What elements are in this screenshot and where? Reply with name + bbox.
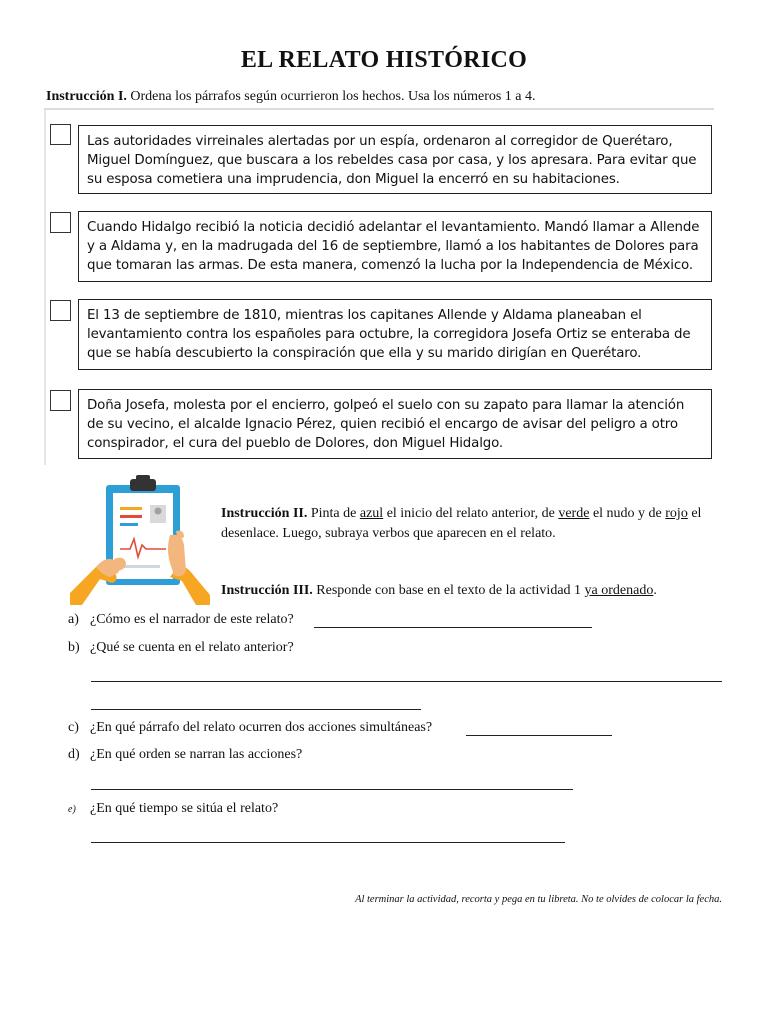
instruction-3-end: .	[653, 583, 657, 598]
paragraph-box-4: Doña Josefa, molesta por el encierro, golpeó el suelo con su zapato para llamar la atención de su vecino, el alcalde Ignacio Pérez, quien recibió el encargo de avisar del peligro a otro conspirador, el cura del pueblo de Dolores, don Miguel Hidalgo.	[78, 389, 712, 459]
question-c-text: ¿En qué párrafo del relato ocurren dos acciones simultáneas?	[90, 720, 433, 735]
answer-line-d[interactable]	[91, 789, 573, 790]
paragraph-box-2: Cuando Hidalgo recibió la noticia decidió adelantar el levantamiento. Mandó llamar a Allende y a Aldama y, en la madrugada del 16 de septiembre, llamó a los habitantes de Dolores para que tomaran las armas. De esta manera, comenzó la lucha por la Independencia de México.	[78, 211, 712, 282]
question-d-text: ¿En qué orden se narran las acciones?	[90, 747, 303, 762]
instruction-2	[221, 504, 706, 544]
instruction-3-label: Instrucción III.	[221, 583, 313, 598]
divider-vertical	[44, 110, 46, 465]
instruction-2-text: Pinta de	[307, 506, 360, 521]
instruction-3	[221, 583, 657, 599]
order-checkbox-2[interactable]	[50, 212, 71, 233]
instruction-2-text: el nudo y de	[589, 506, 666, 521]
order-checkbox-3[interactable]	[50, 300, 71, 321]
question-e	[68, 801, 278, 817]
page-title: EL RELATO HISTÓRICO	[240, 47, 528, 73]
question-b	[68, 640, 294, 656]
word-verde: verde	[558, 506, 590, 521]
word-rojo: rojo	[665, 506, 688, 521]
paragraph-box-3: El 13 de septiembre de 1810, mientras los capitanes Allende y Aldama planeaban el levantamiento contra los españoles para octubre, la corregidora Josefa Ortiz se enteraba de que se había descubierto la conspiración que ella y su marido dirigían en Querétaro.	[78, 299, 712, 370]
question-e-text: ¿En qué tiempo se sitúa el relato?	[90, 801, 279, 816]
hand-right-icon	[168, 531, 210, 605]
clipboard-illustration	[70, 475, 210, 605]
order-checkbox-1[interactable]	[50, 124, 71, 145]
question-a-label: a)	[68, 612, 79, 627]
instruction-3-text: Responde con base en el texto de la actividad 1	[312, 583, 585, 598]
instruction-2-label: Instrucción II.	[221, 506, 308, 521]
instruction-2-text: el desenlace. Luego, subraya verbos que aparecen en el relato.	[221, 506, 702, 541]
question-b-label: b)	[68, 640, 80, 655]
order-checkbox-4[interactable]	[50, 390, 71, 411]
answer-line-a[interactable]	[314, 627, 592, 628]
answer-line-c[interactable]	[466, 735, 612, 736]
question-d-label: d)	[68, 747, 80, 762]
word-azul: azul	[359, 506, 384, 521]
instruction-3-underlined: ya ordenado	[584, 583, 654, 598]
question-e-label: e)	[68, 804, 76, 815]
instruction-2-text: el inicio del relato anterior, de	[383, 506, 559, 521]
answer-line-e[interactable]	[91, 842, 565, 843]
instruction-1	[46, 89, 536, 105]
answer-line-b2[interactable]	[91, 709, 421, 710]
footer-note: Al terminar la actividad, recorta y pega en tu libreta. No te olvides de colocar la fecha.	[355, 894, 722, 905]
question-a-text: ¿Cómo es el narrador de este relato?	[90, 612, 294, 627]
instruction-1-text: Ordena los párrafos según ocurrieron los hechos. Usa los números 1 a 4.	[126, 89, 536, 104]
answer-line-b1[interactable]	[91, 681, 722, 682]
question-c-label: c)	[68, 720, 79, 735]
question-d	[68, 747, 302, 763]
instruction-1-label: Instrucción I.	[46, 89, 127, 104]
paragraph-box-1: Las autoridades virreinales alertadas por un espía, ordenaron al corregidor de Querétaro, Miguel Domínguez, que buscara a los rebeldes casa por casa, y los apresara. Para evitar que su esposa cometiera una imprudencia, don Miguel la encerró en su habitaciones.	[78, 125, 712, 194]
question-a	[68, 612, 294, 628]
question-b-text: ¿Qué se cuenta en el relato anterior?	[90, 640, 294, 655]
question-c	[68, 720, 432, 736]
divider	[44, 108, 714, 110]
